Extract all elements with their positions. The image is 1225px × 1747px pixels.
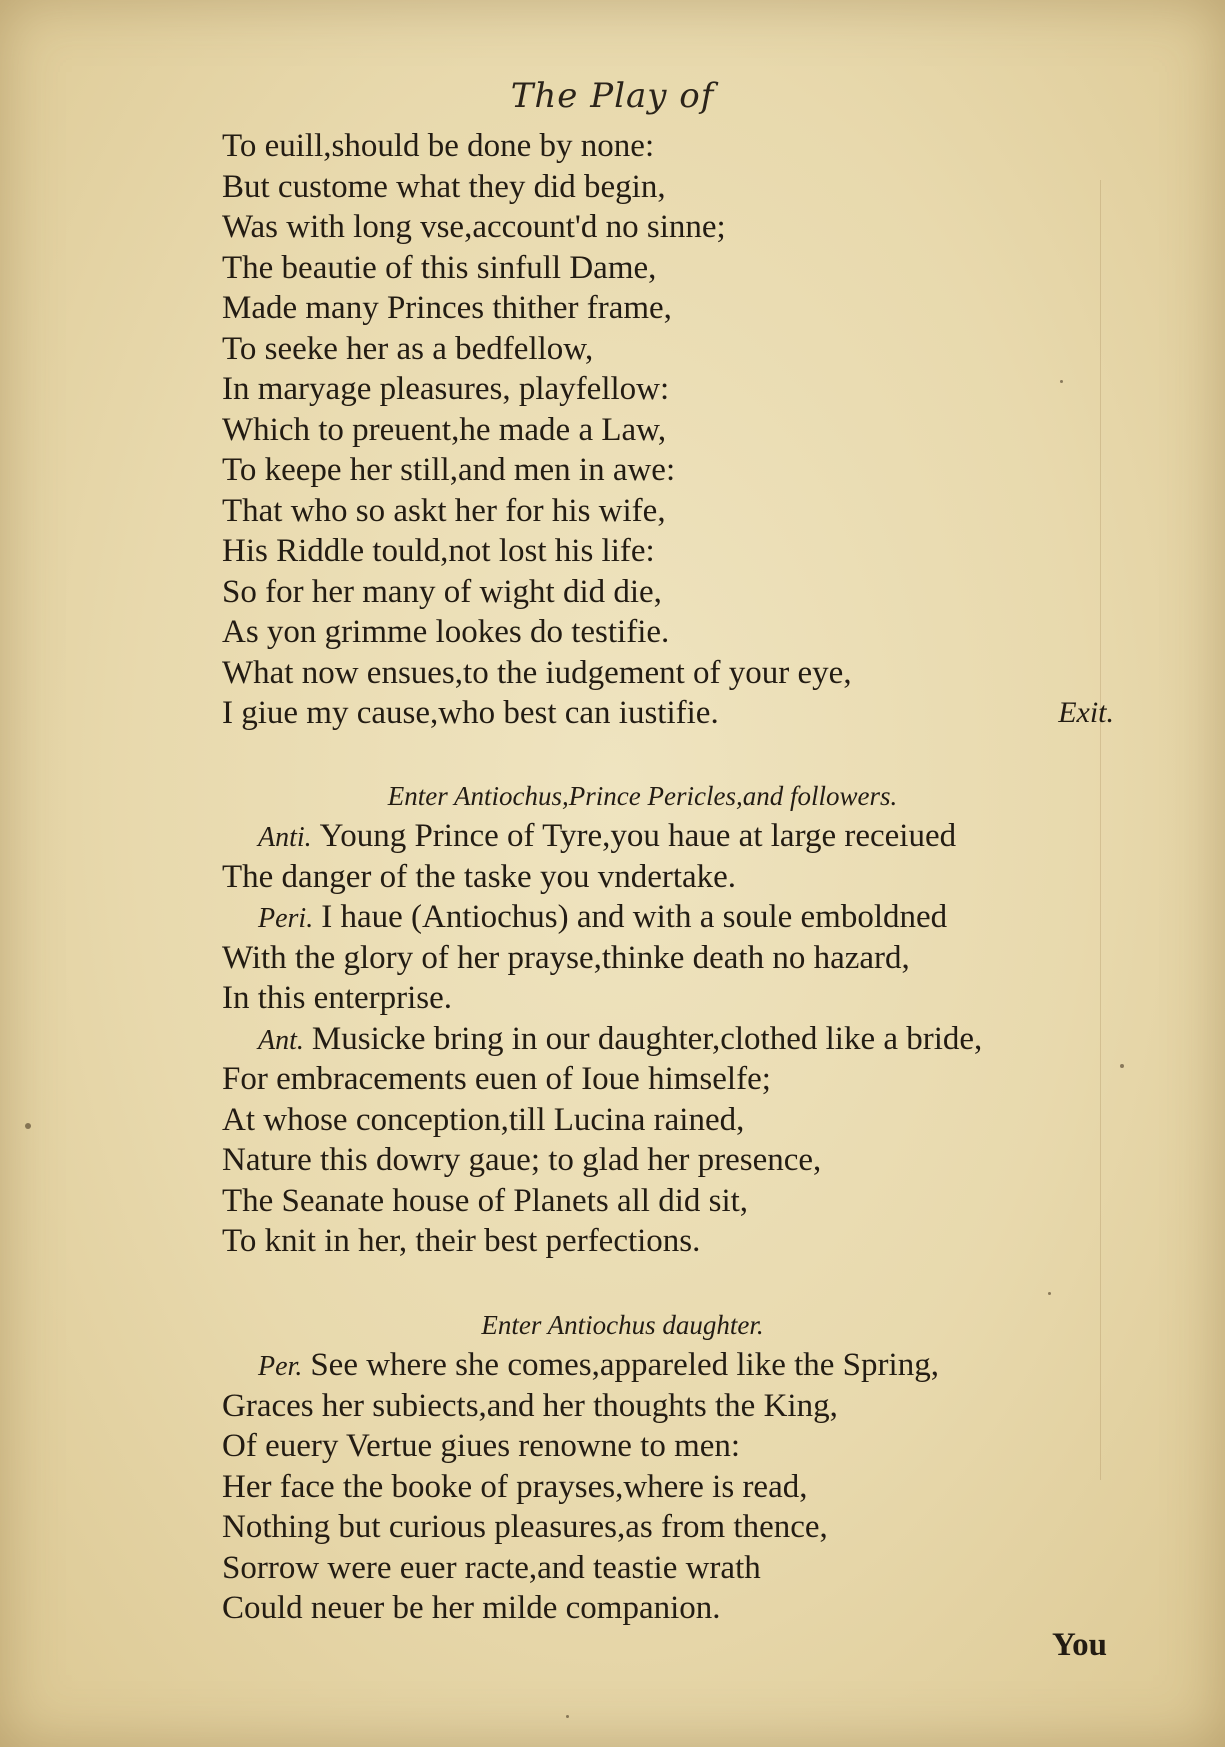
dialogue-line <box>222 1100 1122 1141</box>
verse-line: What now ensues,to the iudgement of your eye, <box>222 654 852 691</box>
dialogue-line <box>222 1059 1122 1100</box>
dialogue-text: Musicke bring in our daughter,clothed like a bride, <box>311 1020 983 1057</box>
speaker-prefix: Ant. <box>258 1024 304 1056</box>
verse-line: So for her many of wight did die, <box>222 573 662 610</box>
verse-line: Which to preuent,he made a Law, <box>222 411 667 448</box>
stage-direction-enter-antiochus: Enter Antiochus,Prince Pericles,and followers. <box>387 781 898 811</box>
dialogue-text: In this enterprise. <box>222 980 453 1016</box>
exit-stage-direction: Exit. <box>1058 696 1114 729</box>
speaker-prefix: Per. <box>258 1351 303 1382</box>
catchword: You <box>1051 1627 1107 1663</box>
ink-speck <box>566 1715 569 1718</box>
text-block <box>222 126 1122 734</box>
dialogue-text: Of euery Vertue giues renowne to men: <box>222 1428 741 1464</box>
dialogue-text: Could neuer be her milde companion. <box>222 1590 721 1626</box>
dialogue-line <box>222 1507 1122 1548</box>
ink-speck <box>1120 1064 1124 1068</box>
dialogue-line <box>222 1345 1122 1386</box>
verse-line <box>222 693 1122 734</box>
verse-line: That who so askt her for his wife, <box>222 492 666 529</box>
verse-line: As yon grimme lookes do testifie. <box>222 614 670 650</box>
dialogue-text: Sorrow were euer racte,and teastie wrath <box>222 1549 761 1586</box>
dialogue-text: For embracements euen of Ioue himselfe; <box>222 1061 771 1097</box>
verse-text: I giue my cause,who best can iustifie. <box>222 695 719 731</box>
verse-line: To keepe her still,and men in awe: <box>222 452 676 488</box>
ink-speck <box>1048 1292 1051 1295</box>
ink-speck <box>1060 380 1063 383</box>
verse-line: Was with long vse,account'd no sinne; <box>222 209 726 245</box>
dialogue-text: See where she comes,appareled like the Spring, <box>310 1347 939 1383</box>
dialogue-text: The danger of the taske you vndertake. <box>222 858 737 895</box>
dialogue-block-1 <box>222 816 1122 1262</box>
dialogue-line <box>222 1221 1122 1262</box>
verse-line: In maryage pleasures, playfellow: <box>222 371 670 407</box>
dialogue-text: To knit in her, their best perfections. <box>222 1223 701 1259</box>
dialogue-line <box>222 1386 1122 1427</box>
dialogue-text: Young Prince of Tyre,you haue at large receiued <box>319 818 957 854</box>
dialogue-text: At whose conception,till Lucina rained, <box>222 1101 745 1138</box>
verse-line: Made many Princes thither frame, <box>222 290 672 326</box>
dialogue-text: Graces her subiects,and her thoughts the King, <box>222 1387 838 1424</box>
verse-line: The beautie of this sinfull Dame, <box>222 249 657 286</box>
dialogue-text: I haue (Antiochus) and with a soule emboldned <box>321 899 948 935</box>
dialogue-line <box>222 816 1122 857</box>
dialogue-line <box>222 857 1122 898</box>
dialogue-text: With the glory of her prayse,thinke death no hazard, <box>222 939 910 976</box>
dialogue-line <box>222 1426 1122 1467</box>
dialogue-line <box>222 938 1122 979</box>
dialogue-block-2 <box>222 1345 1122 1629</box>
dialogue-line <box>222 1140 1122 1181</box>
verse-line: To euill,should be done by none: <box>222 128 655 164</box>
dialogue-line <box>222 897 1122 938</box>
dialogue-line <box>222 1467 1122 1508</box>
dialogue-text: Her face the booke of prayses,where is read, <box>222 1468 808 1505</box>
stage-direction-enter-daughter: Enter Antiochus daughter. <box>481 1310 764 1340</box>
dialogue-line <box>222 1181 1122 1222</box>
speaker-prefix: Anti. <box>258 822 312 853</box>
dialogue-line <box>222 1548 1122 1589</box>
dialogue-line <box>222 1019 1122 1060</box>
speaker-prefix: Peri. <box>258 903 314 934</box>
running-head: The Play of <box>510 76 715 116</box>
verse-line: But custome what they did begin, <box>222 168 666 205</box>
dialogue-text: Nothing but curious pleasures,as from thence, <box>222 1509 828 1545</box>
verse-line: His Riddle tould,not lost his life: <box>222 533 655 569</box>
dialogue-text: The Seanate house of Planets all did sit, <box>222 1182 749 1219</box>
verse-line: To seeke her as a bedfellow, <box>222 330 594 367</box>
dialogue-text: Nature this dowry gaue; to glad her presence, <box>222 1142 822 1178</box>
dialogue-line <box>222 1588 1122 1629</box>
ink-speck <box>25 1123 31 1129</box>
dialogue-line <box>222 978 1122 1019</box>
